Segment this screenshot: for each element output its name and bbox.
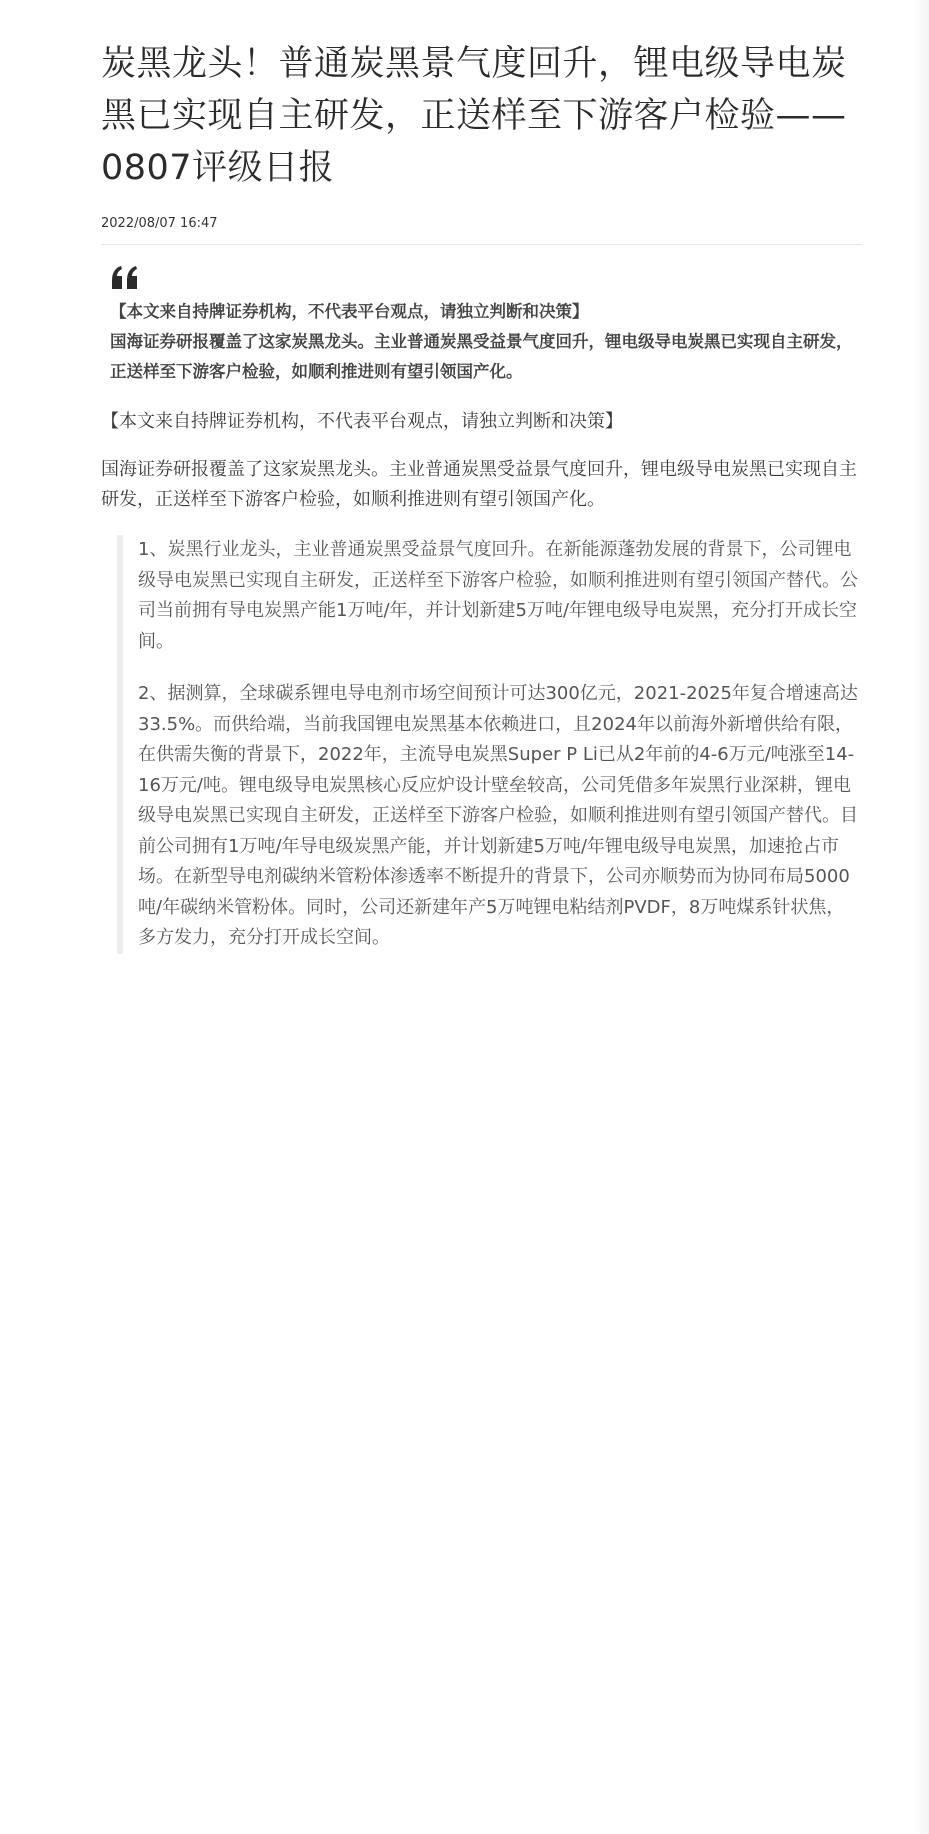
header-divider (101, 244, 862, 245)
points-blockquote (117, 535, 862, 954)
body-intro: 国海证券研报覆盖了这家炭黑龙头。主业普通炭黑受益景气度回升，锂电级导电炭黑已实现自主研发，正送样至下游客户检验，如顺利推进则有望引领国产化。 (101, 459, 857, 510)
body-disclaimer: 【本文来自持牌证券机构，不代表平台观点，请独立判断和决策】 (101, 411, 623, 432)
summary-box (101, 265, 862, 387)
summary-content: 国海证券研报覆盖了这家炭黑龙头。主业普通炭黑受益景气度回升，锂电级导电炭黑已实现自主研发，正送样至下游客户检验，如顺利推进则有望引领国产化。 (110, 332, 853, 381)
point-item: 1、炭黑行业龙头，主业普通炭黑受益景气度回升。在新能源蓬勃发展的背景下，公司锂电级导电炭黑已实现自主研发，正送样至下游客户检验，如顺利推进则有望引领国产替代。公司当前拥有导电炭黑产能1万吨/年，并计划新建5万吨/年锂电级导电炭黑，充分打开成长空间。 (138, 539, 858, 652)
quote-icon (110, 265, 140, 291)
article-title: 炭黑龙头！普通炭黑景气度回升，锂电级导电炭黑已实现自主研发，正送样至下游客户检验——0807评级日报 (101, 44, 847, 188)
publish-date: 2022/08/07 16:47 (101, 216, 218, 231)
summary-text (110, 297, 862, 387)
page-edge-shadow (913, 0, 929, 1834)
article (101, 38, 862, 954)
summary-disclaimer: 【本文来自持牌证券机构，不代表平台观点，请独立判断和决策】 (110, 302, 589, 321)
point-item: 2、据测算，全球碳系锂电导电剂市场空间预计可达300亿元，2021-2025年复合增速高达33.5%。而供给端，当前我国锂电炭黑基本依赖进口，且2024年以前海外新增供给有限，在供需失衡的背景下，2022年，主流导电炭黑Super P Li已从2年前的4-6万元/吨涨至14-16万元/吨。锂电级导电炭黑核心反应炉设计壁垒较高，公司凭借多年炭黑行业深耕，锂电级导电炭黑已实现自主研发，正送样至下游客户检验，如顺利推进则有望引领国产替代。目前公司拥有1万吨/年导电级炭黑产能，并计划新建5万吨/年锂电级导电炭黑，加速抢占市场。在新型导电剂碳纳米管粉体渗透率不断提升的背景下，公司亦顺势而为协同布局5000吨/年碳纳米管粉体。同时，公司还新建年产5万吨锂电粘结剂PVDF，8万吨煤系针状焦，多方发力，充分打开成长空间。 (138, 683, 858, 948)
